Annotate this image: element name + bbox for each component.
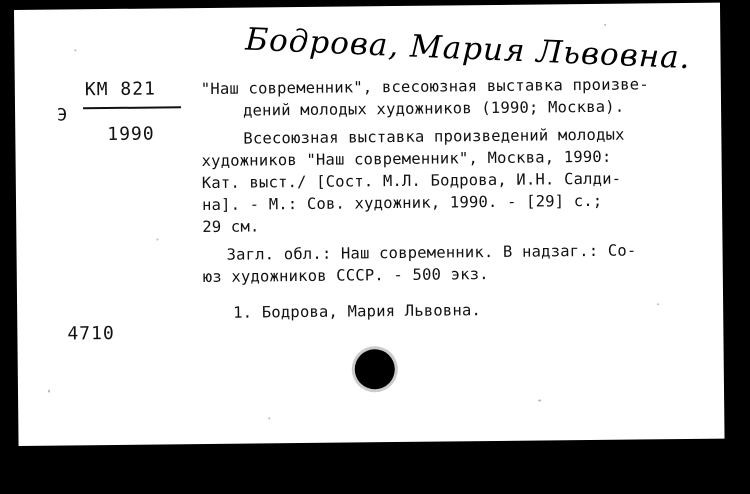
card-line: "Наш современник", всесоюзная выставка произве- bbox=[200, 75, 649, 99]
card-line: юз художников СССР. - 500 экз. bbox=[202, 265, 489, 287]
speck bbox=[604, 24, 606, 26]
card-line: 1. Бодрова, Мария Львовна. bbox=[233, 301, 482, 322]
catalog-card bbox=[14, 3, 725, 446]
card-line: художников "Наш современник", Москва, 1990: bbox=[201, 147, 612, 171]
card-line: на]. - М.: Сов. художник, 1990. - [29] с.; bbox=[201, 191, 603, 215]
punch-hole bbox=[355, 349, 395, 389]
card-line: дений молодых художников (1990; Москва). bbox=[242, 97, 625, 120]
handwritten-heading: Бодрова, Мария Львовна. bbox=[244, 21, 692, 77]
card-line: 29 см. bbox=[202, 217, 260, 237]
speck bbox=[48, 390, 50, 393]
card-line: Всесоюзная выставка произведений молодых bbox=[243, 125, 625, 148]
mark-e: Э bbox=[57, 105, 68, 126]
speck bbox=[268, 417, 270, 419]
shelf-mark: КМ 821 bbox=[84, 78, 156, 101]
speck bbox=[74, 49, 76, 51]
speck bbox=[156, 239, 158, 241]
card-body bbox=[201, 73, 720, 324]
speck bbox=[538, 400, 541, 402]
card-line: Загл. обл.: Наш современник. В надзаг.: Со- bbox=[226, 241, 637, 264]
inventory-number: 4710 bbox=[67, 322, 115, 345]
card-line: Кат. выст./ [Сост. М.Л. Бодрова, И.Н. Салди- bbox=[201, 169, 622, 193]
year-mark: 1990 bbox=[107, 123, 155, 146]
shelf-divider bbox=[83, 106, 181, 109]
